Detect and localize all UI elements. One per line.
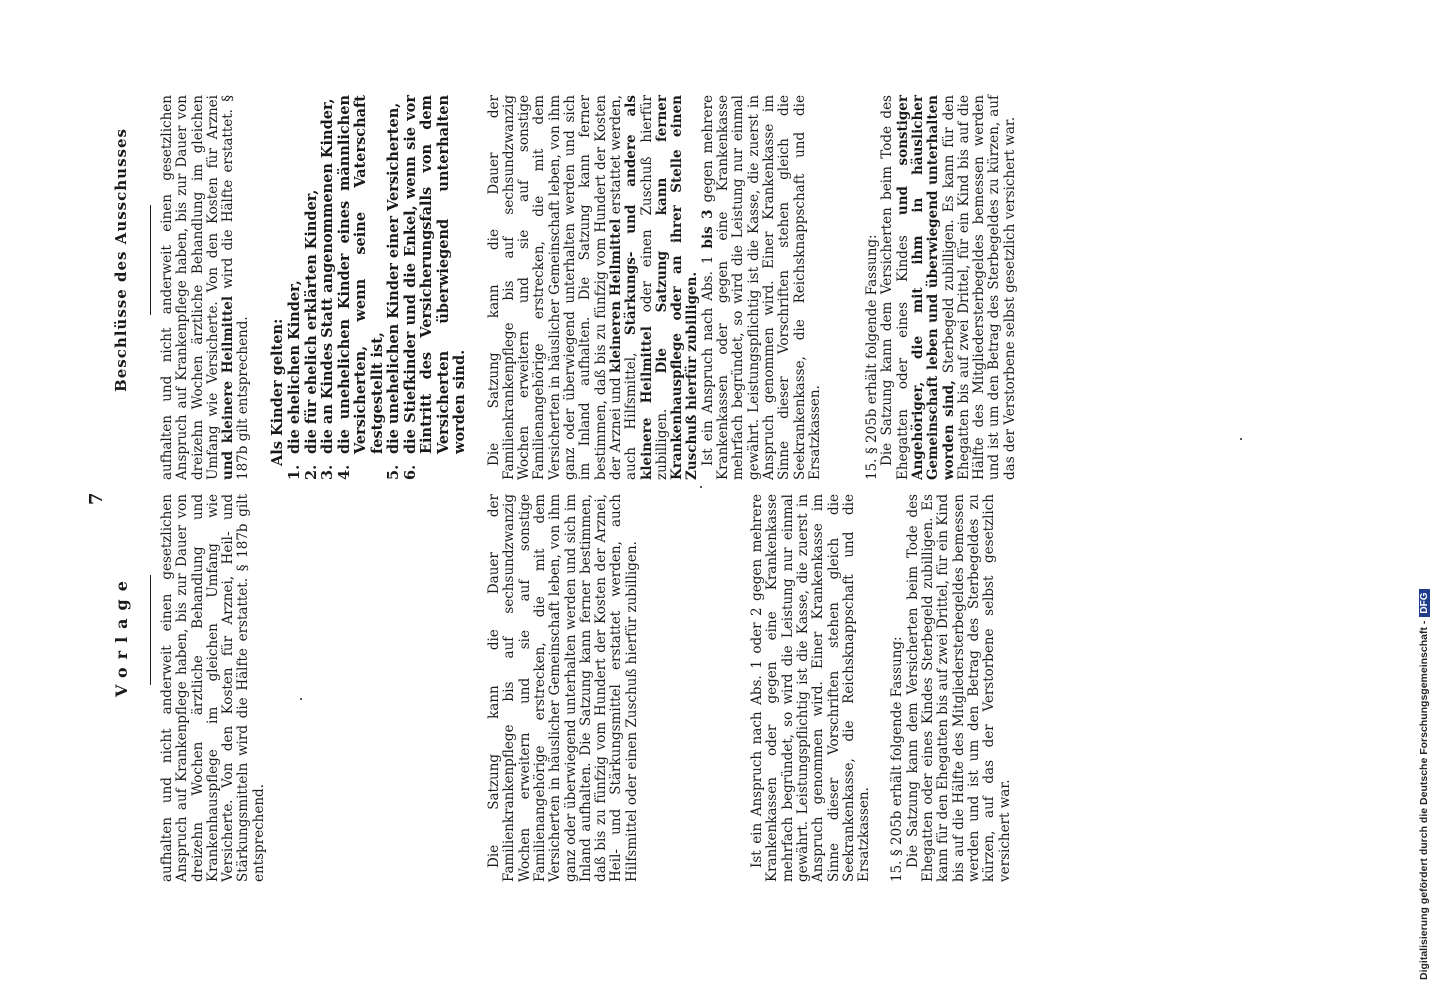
right-p2-text-e: oder einen Zuschuß hierfür zubilligen. [638, 95, 670, 480]
right-item-15-bold: und sonstiger Angehöriger, die mit ihm in häuslicher Gemeinschaft leben und überwiegend unterhalten worden sind, [894, 95, 957, 480]
scan-speck [1240, 438, 1242, 440]
left-paragraph-2: Die Satzung kann die Dauer der Familienkrankenpflege bis auf sechsundzwanzig Wochen erweitern und sie auf sonstige Familienangehörige erstrecken, die mit dem Versicherten in häuslicher Gemeinschaft leben, von ihm ganz oder überwiegend unterhalten werden und sich im Inland aufhalten. Die Satzung kann ferner bestimmen, daß bis zu fünfzig vom Hundert der Kosten der Arznei, Heil- und Stärkungsmittel erstattet werden, auch Hilfsmittel oder einen Zuschuß hierfür zubilligen. [486, 494, 640, 882]
right-p2-bold-2: Stärkungs- und andere als kleinere Heilmittel [623, 95, 655, 480]
right-p2-bold-1: kleineren Heilmittel [607, 218, 624, 374]
right-p3-text-a: Ist ein Anspruch nach Abs. 1 [699, 255, 716, 466]
kids-list-item-number: 4. [335, 464, 353, 480]
kids-list-heading: Als Kinder gelten: [268, 318, 286, 466]
left-item-15 [890, 494, 905, 882]
right-item-15-text-a: Die Satzung kann dem Versicherten beim Tode des Ehegatten oder eines Kindes [879, 95, 911, 480]
right-p3-text-c: gegen mehrere Krankenkassen oder gegen eine Krankenkasse mehrfach begründet, so wird die Leistung nur einmal gewährt. Leistungspflichtig ist die Kasse, die zuerst in Anspruch genommen wird. Einer Krankenkasse im Sinne dieser Vorschriften stehen gleich die Seekrankenkasse, die Reichsknappschaft und die Ersatzkassen. [699, 95, 823, 480]
kids-list-item-number: 6. [401, 464, 419, 480]
left-column [160, 494, 1013, 882]
kids-list-item [320, 95, 337, 480]
kids-list-item-number: 1. [286, 464, 304, 480]
right-column-heading: Beschlüsse des Ausschusses [112, 128, 130, 392]
left-paragraph-1: aufhalten und nicht anderweit einen gesetzlichen Anspruch auf Krankenpflege haben, bis zur Dauer von dreizehn Wochen ärztliche Behandlung und Krankenhauspflege im gleichen Umfang wie Versicherte. Von den Kosten für Arznei, Heil- und Stärkungsmitteln wird die Hälfte erstattet. § 187b gilt entsprechend. [159, 494, 267, 882]
watermark-text: Digitalisierung gefördert durch die Deutsche Forschungsgemeinschaft - [1418, 620, 1430, 980]
dfg-badge: DFG [1419, 590, 1430, 617]
kids-list-item [287, 95, 304, 480]
scan-speck [300, 698, 302, 700]
kids-list-item-number: 3. [319, 464, 337, 480]
right-p1-bold: und kleinere Heilmittel [220, 296, 237, 480]
scan-speck [700, 486, 702, 488]
right-p2-bold-3: Die Satzung kann ferner Krankenhauspflege oder an ihrer Stelle einen Zuschuß hierfür zubilligen. [653, 95, 701, 480]
left-item-15-heading: § 205b erhält folgende Fassung: [889, 636, 906, 856]
right-item-15-text-c: Sterbegeld zubilligen. Es kann für den Ehegatten bis auf zwei Drittel, für ein Kind bis auf die Hälfte des Mitgliedersterbegeldes bemessen werden und ist um den Betrag des Sterbegeldes zu kürzen, auf das der Verstorbene selbst gesetzlich versichert war. [940, 95, 1018, 480]
right-paragraph-3 [701, 95, 823, 480]
right-p2-text-c: erstattet werden, auch Hilfsmittel, [607, 95, 640, 480]
kids-list-item-number: 5. [385, 464, 403, 480]
kids-list-item-text: die unehelichen Kinder einer Versicherten, [385, 102, 403, 454]
right-heading-rule [150, 205, 151, 315]
kids-list [287, 95, 469, 480]
left-heading-rule [150, 575, 151, 685]
right-item-15-number: 15. [864, 458, 881, 480]
left-item-15-text: Die Satzung kann dem Versicherten beim Tode des Ehegatten oder eines Kindes Sterbegeld zubilligen. Es kann für den Ehegatten bis auf zwei Drittel, für ein Kind bis auf die Hälfte des Mitgliedersterbegeldes bemessen werden und ist um den Betrag des Sterbegeldes zu kürzen, auf das der Verstorbene selbst gesetzlich versichert war. [904, 494, 1013, 882]
digitization-watermark [1418, 20, 1430, 980]
kids-list-item-text: die Stiefkinder und die Enkel, wenn sie vor Eintritt des Versicherungsfalls von dem Versicherten überwiegend unterhalten worden sind. [401, 95, 469, 454]
right-p1-text-a: aufhalten und nicht anderweit einen gesetzlichen Anspruch auf Krankenpflege haben, bis zur Dauer von dreizehn Wochen ärztliche Behandlung im gleichen Umfang wie Versicherte. Von den Kosten für Arznei [159, 95, 221, 480]
right-column [160, 95, 1018, 480]
left-column-heading: Vorlage [112, 573, 131, 697]
right-item-15-heading: § 205b erhält folgende Fassung: [864, 234, 881, 454]
left-paragraph-3: Ist ein Anspruch nach Abs. 1 oder 2 gegen mehrere Krankenkassen oder gegen eine Krankenkasse mehrfach begründet, so wird die Leistung nur einmal gewährt. Leistungspflichtig ist die Kasse, die zuerst in Anspruch genommen wird. Einer Krankenkasse im Sinne dieser Vorschriften stehen gleich die Seekrankenkasse, die Reichsknappschaft und die Ersatzkassen. [749, 494, 873, 882]
right-paragraph-1 [160, 95, 252, 480]
kids-list-item-text: die unehelichen Kinder eines männlichen Versicherten, wenn seine Vaterschaft festgestellt ist, [335, 95, 386, 454]
kids-list-item-text: die ehelichen Kinder, [286, 280, 304, 454]
kids-list-item-number: 2. [302, 464, 320, 480]
right-paragraph-2 [487, 95, 701, 480]
right-p1-text-c: wird die Hälfte erstattet. § 187b gilt entsprechend. [220, 95, 252, 480]
right-item-15-text [880, 95, 1018, 480]
kids-list-item-text: die an Kindes Statt angenommenen Kinder, [319, 98, 337, 454]
kids-list-item [386, 95, 403, 480]
right-item-15 [865, 95, 880, 480]
page-number: 7 [86, 492, 107, 505]
left-item-15-number: 15. [889, 860, 906, 882]
kids-list-item [337, 95, 387, 480]
right-p2-text-a: Die Satzung kann die Dauer der Familienkrankenpflege bis auf sechsundzwanzig Wochen erweitern und sie auf sonstige Familienangehörige erstrecken, die mit dem Versicherten in häuslicher Gemeinschaft leben, von ihm ganz oder überwiegend unterhalten werden und sich im Inland aufhalten. Die Satzung kann ferner bestimmen, daß bis zu fünfzig vom Hundert der Kosten der Arznei und [485, 95, 624, 480]
kids-list-item [403, 95, 469, 480]
right-p3-bold: bis 3 [699, 209, 716, 249]
kids-list-item [304, 95, 321, 480]
kids-list-item-text: die für ehelich erklärten Kinder, [302, 189, 320, 454]
